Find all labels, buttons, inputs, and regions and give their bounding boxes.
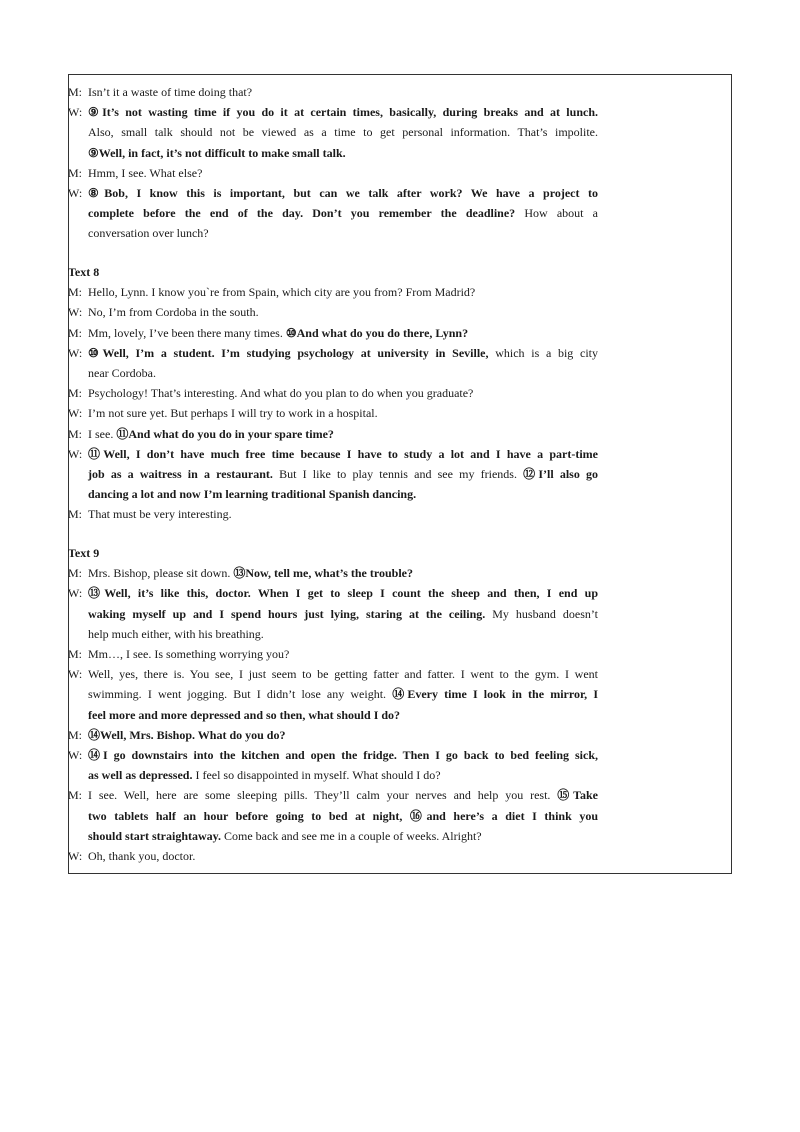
utterance-text <box>88 83 252 101</box>
answer-key-text: as well as depressed. <box>88 768 193 783</box>
dialogue-text: I’m not sure yet. But perhaps I will try to work in a hospital. <box>88 406 378 421</box>
dialogue-text: My husband doesn’t <box>485 606 598 621</box>
utterance-text <box>88 505 232 523</box>
answer-key-text: ⑬Now, tell me, what’s the trouble? <box>233 566 413 581</box>
answer-key-text: ⑫I’ll also go <box>523 467 598 481</box>
utterance-text <box>88 283 475 301</box>
utterance-text <box>88 445 598 463</box>
utterance-text <box>88 224 209 242</box>
answer-key-text: ⑧Bob, I know this is important, but can we talk after work? We have a project to <box>88 186 598 200</box>
speaker-label: W: <box>68 105 83 120</box>
utterance-text <box>88 766 441 784</box>
section-heading: Text 8 <box>68 265 100 279</box>
dialogue-text: conversation over lunch? <box>88 226 209 241</box>
utterance-text <box>88 144 346 162</box>
utterance-text <box>88 665 598 683</box>
dialogue-text: Isn’t it a waste of time doing that? <box>88 85 253 99</box>
speaker-label: M: <box>68 165 83 180</box>
utterance-text <box>88 605 598 623</box>
utterance-text <box>88 465 598 483</box>
utterance-text <box>88 344 598 362</box>
speaker-label: M: <box>68 566 83 581</box>
utterance-text <box>88 685 598 703</box>
speaker-label: M: <box>68 85 83 99</box>
utterance-text <box>88 786 598 804</box>
speaker-label: M: <box>68 647 83 661</box>
utterance-text <box>88 564 413 582</box>
answer-key-text: ⑪Well, I don’t have much free time because I have to study a lot and I have a part-time <box>88 446 598 461</box>
answer-key-text: complete before the end of the day. Don’t you remember the deadline? <box>88 206 516 221</box>
dialogue-text: Mm, lovely, I’ve been there many times. <box>88 325 286 340</box>
answer-key-text: ⑭Every time I look in the mirror, I <box>392 687 598 702</box>
answer-key-text: ⑬Well, it’s like this, doctor. When I get to sleep I count the sheep and then, I end up <box>88 586 598 601</box>
dialogue-text: I see. Well, here are some sleeping pills. They’ll calm your nerves and help you rest. <box>88 788 558 803</box>
dialogue-text: Also, small talk should not be viewed as a time to get personal information. That’s impolite. <box>88 125 598 140</box>
answer-key-text: should start straightaway. <box>88 828 222 843</box>
dialogue-text: which is a big city <box>488 345 599 360</box>
speaker-label: M: <box>68 386 83 401</box>
utterance-text <box>88 384 473 402</box>
speaker-label: W: <box>68 186 83 200</box>
dialogue-text: Oh, thank you, doctor. <box>88 849 196 863</box>
answer-key-text: ⑭Well, Mrs. Bishop. What do you do? <box>88 727 286 742</box>
speaker-label: W: <box>68 748 83 762</box>
speaker-label: W: <box>68 345 83 360</box>
utterance-text <box>88 123 598 141</box>
dialogue-text: Well, yes, there is. You see, I just seem to be getting fatter and fatter. I went to the gym. I went <box>88 667 598 682</box>
speaker-label: W: <box>68 305 83 320</box>
speaker-label: M: <box>68 285 83 300</box>
answer-key-text: ⑩Well, I’m a student. I’m studying psychology at university in Seville, <box>88 345 489 360</box>
dialogue-text: Mrs. Bishop, please sit down. <box>88 566 234 581</box>
answer-key-text: waking myself up and I spend hours just lying, staring at the ceiling. <box>88 606 486 621</box>
utterance-text <box>88 485 416 503</box>
dialogue-text: swimming. I went jogging. But I didn’t lose any weight. <box>88 687 393 702</box>
dialogue-text: Hello, Lynn. I know you`re from Spain, which city are you from? From Madrid? <box>88 285 476 300</box>
utterance-text <box>88 847 195 865</box>
utterance-text <box>88 425 334 443</box>
utterance-text <box>88 204 598 222</box>
utterance-text <box>88 584 598 602</box>
dialogue-text: But I like to play tennis and see my friends. <box>272 467 524 481</box>
dialogue-text: No, I’m from Cordoba in the south. <box>88 305 259 320</box>
utterance-text <box>88 303 259 321</box>
utterance-text <box>88 184 598 202</box>
speaker-label: W: <box>68 586 83 601</box>
answer-key-text: ⑨Well, in fact, it’s not difficult to make small talk. <box>88 145 346 160</box>
dialogue-text: near Cordoba. <box>88 366 156 380</box>
speaker-label: W: <box>68 406 83 421</box>
utterance-text <box>88 103 598 121</box>
utterance-text <box>88 706 400 724</box>
utterance-text <box>88 645 289 663</box>
speaker-label: M: <box>68 426 83 441</box>
dialogue-text: That must be very interesting. <box>88 507 232 522</box>
utterance-text <box>88 324 468 342</box>
utterance-text <box>88 625 264 643</box>
answer-key-text: ⑪And what do you do in your spare time? <box>116 426 334 441</box>
answer-key-text: ⑮Take <box>557 788 598 803</box>
speaker-label: M: <box>68 727 83 742</box>
dialogue-text: Come back and see me in a couple of weeks. Alright? <box>221 828 482 843</box>
speaker-label: M: <box>68 788 83 803</box>
speaker-label: M: <box>68 325 83 340</box>
utterance-text <box>88 726 286 744</box>
dialogue-text: Mm…, I see. Is something worrying you? <box>88 647 290 661</box>
speaker-label: W: <box>68 667 83 682</box>
section-heading: Text 9 <box>68 546 100 560</box>
utterance-text <box>88 364 156 382</box>
speaker-label: W: <box>68 446 83 461</box>
answer-key-text: feel more and more depressed and so then, what should I do? <box>88 707 401 722</box>
dialogue-text: I see. <box>88 426 117 441</box>
utterance-text <box>88 404 378 422</box>
utterance-text <box>88 164 202 182</box>
answer-key-text: job as a waitress in a restaurant. <box>88 467 273 481</box>
answer-key-text: ⑩And what do you do there, Lynn? <box>285 325 469 340</box>
speaker-label: M: <box>68 507 83 522</box>
utterance-text <box>88 807 598 825</box>
dialogue-text: Psychology! That’s interesting. And what do you plan to do when you graduate? <box>88 386 474 401</box>
answer-key-text: ⑭I go downstairs into the kitchen and open the fridge. Then I go back to bed feeling sick, <box>88 748 598 762</box>
speaker-label: W: <box>68 849 83 863</box>
answer-key-text: two tablets half an hour before going to bed at night, ⑯and here’s a diet I think you <box>88 808 598 823</box>
utterance-text <box>88 827 482 845</box>
answer-key-text: ⑨It’s not wasting time if you do it at certain times, basically, during breaks and at lunch. <box>88 105 598 120</box>
dialogue-text: I feel so disappointed in myself. What should I do? <box>192 768 441 783</box>
dialogue-text: help much either, with his breathing. <box>88 626 264 641</box>
answer-key-text: dancing a lot and now I’m learning traditional Spanish dancing. <box>88 487 417 502</box>
dialogue-text: How about a <box>515 206 598 221</box>
utterance-text <box>88 746 598 764</box>
dialogue-text: Hmm, I see. What else? <box>88 165 203 180</box>
